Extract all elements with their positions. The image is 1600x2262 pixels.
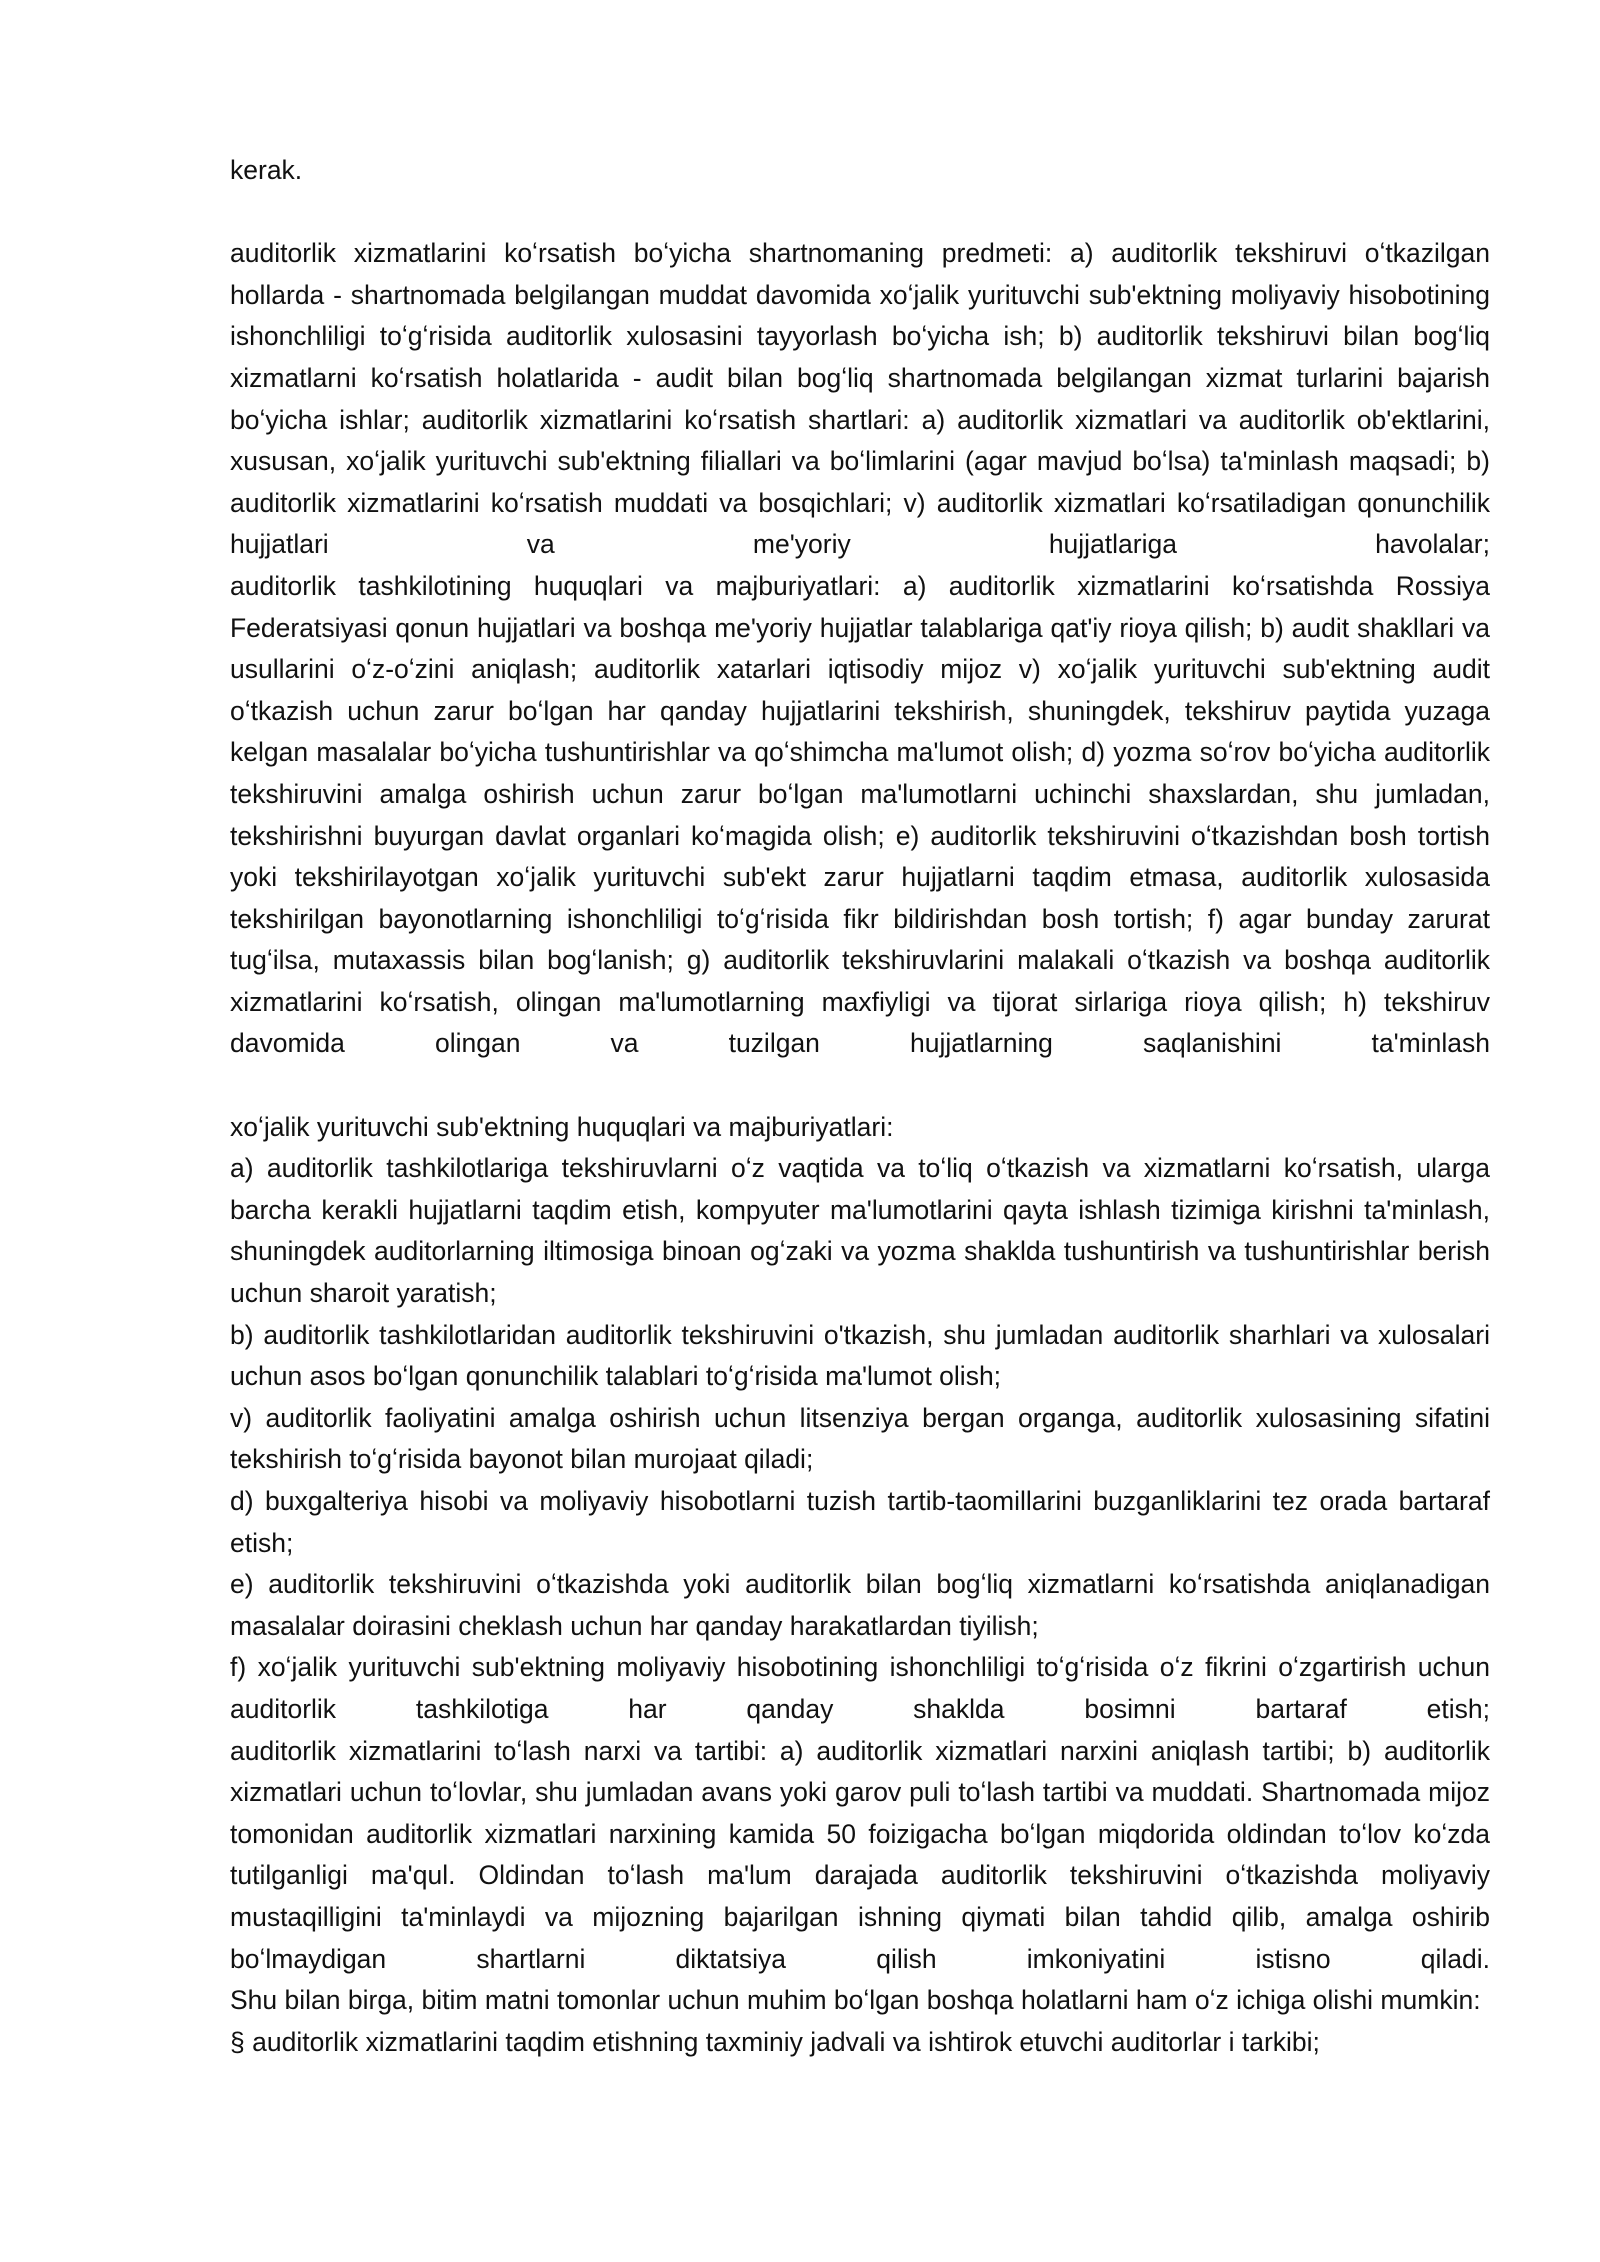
paragraph-price-terms: auditorlik xizmatlarini toʻlash narxi va tartibi: a) auditorlik xizmatlari narxini aniqlash tartibi; b) auditorlik xizmatlari uchun toʻlovlar, shu jumladan avans yoki garov puli toʻlash tartibi va muddati. Shartnomada mijoz tomonidan auditorlik xizmatlari narxining kamida 50 foizigacha boʻlgan miqdorida oldindan toʻlov koʻzda tutilganligi ma'qul. Oldindan toʻlash ma'lum darajada auditorlik tekshiruvini oʻtkazishda moliyaviy mustaqilligini ta'minlaydi va mijozning bajarilgan ishning qiymati bilan tahdid qilib, amalga oshirib boʻlmaydigan shartlarni diktatsiya qilish imkoniyatini istisno qiladi. — [230, 1735, 1490, 1974]
paragraph-item-f: f) xoʻjalik yurituvchi sub'ektning moliyaviy hisobotining ishonchliligi toʻgʻrisida oʻz fikrini oʻzgartirish uchun auditorlik tashkilotiga har qanday shaklda bosimni bartaraf etish; — [230, 1652, 1490, 1724]
paragraph-schedule-bullet: § auditorlik xizmatlarini taqdim etishning taxminiy jadvali va ishtirok etuvchi auditorlar i tarkibi; — [230, 2026, 1320, 2057]
paragraph-audit-org-rights: auditorlik tashkilotining huquqlari va majburiyatlari: a) auditorlik xizmatlarini koʻrsatishda Rossiya Federatsiyasi qonun hujjatlari va boshqa me'yoriy hujjatlar talablariga qat'iy rioya qilish; b) audit shakllari va usullarini oʻz-oʻzini aniqlash; auditorlik xatarlari iqtisodiy mijoz v) xoʻjalik yurituvchi sub'ektning audit oʻtkazish uchun zarur boʻlgan har qanday hujjatlarini tekshirish, shuningdek, tekshiruv paytida yuzaga kelgan masalalar boʻyicha tushuntirishlar va qoʻshimcha ma'lumot olish; d) yozma soʻrov boʻyicha auditorlik tekshiruvini amalga oshirish uchun zarur boʻlgan ma'lumotlarni uchinchi shaxslardan, shu jumladan, tekshirishni buyurgan davlat organlari koʻmagida olish; e) auditorlik tekshiruvini oʻtkazishdan bosh tortish yoki tekshirilayotgan xoʻjalik yurituvchi sub'ekt zarur hujjatlarni taqdim etmasa, auditorlik xulosasida tekshirilgan bayonotlarning ishonchliligi toʻgʻrisida fikr bildirishdan bosh tortish; f) agar bunday zarurat tugʻilsa, mutaxassis bilan bogʻlanish; g) auditorlik tekshiruvlarini malakali oʻtkazish va boshqa auditorlik xizmatlarini koʻrsatish, olingan ma'lumotlarning maxfiyligi va tijorat sirlariga rioya qilish; h) tekshiruv davomida olingan va tuzilgan hujjatlarning saqlanishini ta'minlash — [230, 570, 1490, 1059]
paragraph-contract-subject: auditorlik xizmatlarini koʻrsatish boʻyicha shartnomaning predmeti: a) auditorlik tekshiruvi oʻtkazilgan hollarda - shartnomada belgilangan muddat davomida xoʻjalik yurituvchi sub'ektning moliyaviy hisobotining ishonchliligi toʻgʻrisida auditorlik xulosasini tayyorlash boʻyicha ish; b) auditorlik tekshiruvi bilan bogʻliq xizmatlarni koʻrsatish holatlarida - audit bilan bogʻliq shartnomada belgilangan xizmat turlarini bajarish boʻyicha ishlar; auditorlik xizmatlarini koʻrsatish shartlari: a) auditorlik xizmatlari va auditorlik ob'ektlarini, xususan, xoʻjalik yurituvchi sub'ektning filiallari va boʻlimlarini (agar mavjud boʻlsa) ta'minlash maqsadi; b) auditorlik xizmatlarini koʻrsatish muddati va bosqichlari; v) auditorlik xizmatlari koʻrsatiladigan qonunchilik hujjatlari va me'yoriy hujjatlariga havolalar; — [230, 238, 1490, 560]
paragraph-intro: kerak. — [230, 155, 303, 185]
paragraph-gap — [230, 192, 1490, 234]
paragraph-item-e: e) auditorlik tekshiruvini oʻtkazishda yoki auditorlik bilan bogʻliq xizmatlarni koʻrsatishda aniqlanadigan masalalar doirasini cheklash uchun har qanday harakatlardan tiyilish; — [230, 1569, 1490, 1641]
paragraph-other-terms: Shu bilan birga, bitim matni tomonlar uchun muhim boʻlgan boshqa holatlarni ham oʻz ichiga olishi mumkin: — [230, 1985, 1481, 2016]
document-page — [230, 150, 1490, 2063]
paragraph-item-b: b) auditorlik tashkilotlaridan auditorlik tekshiruvini o'tkazish, shu jumladan auditorlik sharhlari va xulosalari uchun asos boʻlgan qonunchilik talablari toʻgʻrisida ma'lumot olish; — [230, 1319, 1490, 1392]
paragraph-item-d: d) buxgalteriya hisobi va moliyaviy hisobotlarni tuzish tartib-taomillarini buzganliklarini tez orada bartaraf etish; — [230, 1486, 1490, 1558]
paragraph-gap — [230, 1065, 1490, 1107]
paragraph-entity-rights-heading: xoʻjalik yurituvchi sub'ektning huquqlari va majburiyatlari: — [230, 1111, 894, 1142]
paragraph-item-a: a) auditorlik tashkilotlariga tekshiruvlarni oʻz vaqtida va toʻliq oʻtkazish va xizmatlarni koʻrsatish, ularga barcha kerakli hujjatlarni taqdim etish, kompyuter ma'lumotlarini qayta ishlash tizimiga kirishni ta'minlash, shuningdek auditorlarning iltimosiga binoan ogʻzaki va yozma shaklda tushuntirish va tushuntirishlar berish uchun sharoit yaratish; — [230, 1153, 1490, 1309]
paragraph-item-v: v) auditorlik faoliyatini amalga oshirish uchun litsenziya bergan organga, auditorlik xulosasining sifatini tekshirish toʻgʻrisida bayonot bilan murojaat qiladi; — [230, 1402, 1490, 1475]
